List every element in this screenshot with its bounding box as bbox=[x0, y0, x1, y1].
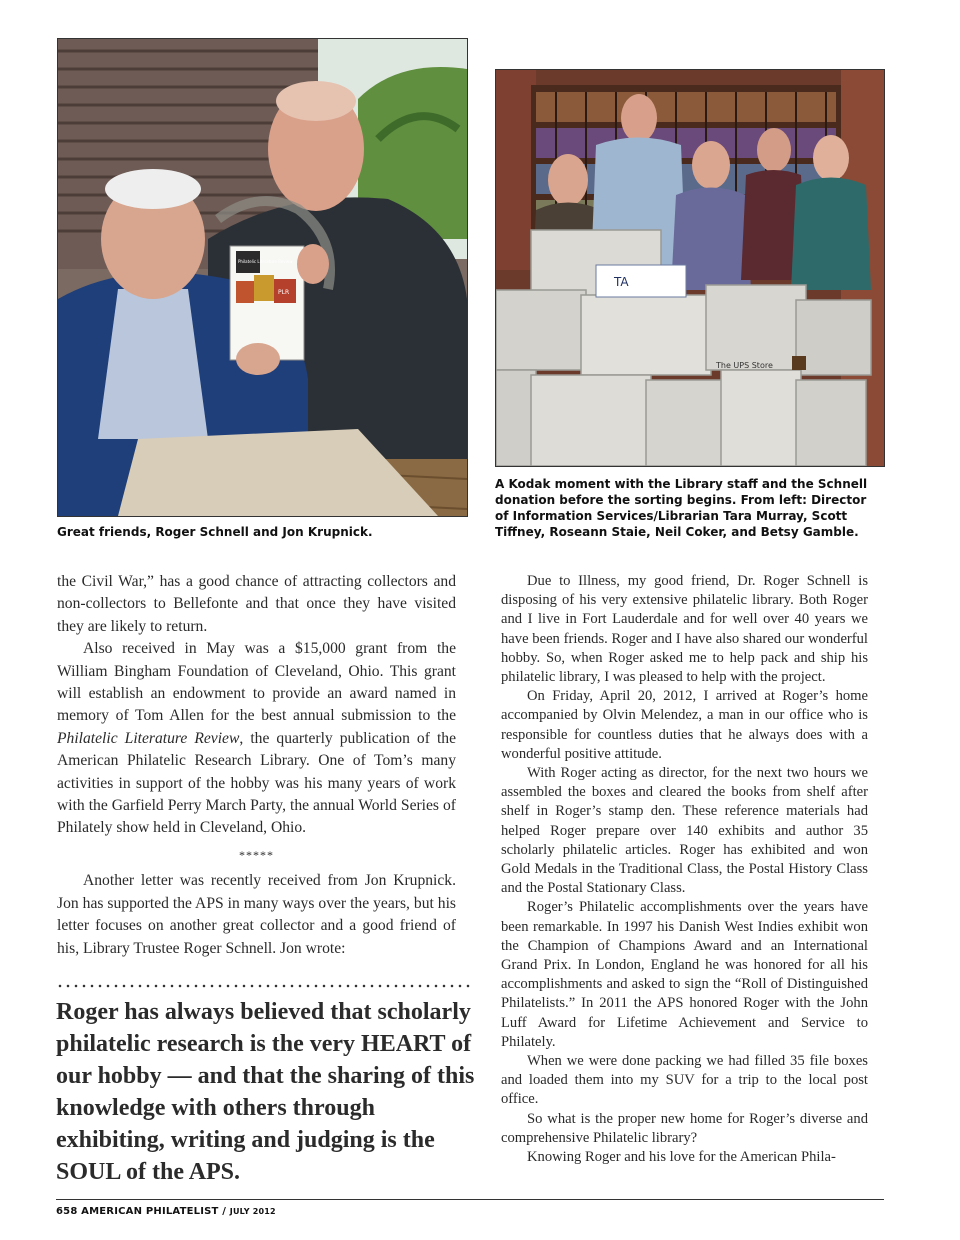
right-paragraph-4: Roger’s Philatelic accomplishments over the years have been remarkable. In 1997 his Danish West Indies exhibit won the Champion of Champions Award and an International Grand Prix. In London, England he was honored for all his accomplishments and asked to sign the “Roll of Distinguished Philatelists.” In 2011 the APS honored Roger with the John Luff Award for Lifetime Achievement and Service to Philately. bbox=[501, 899, 868, 1050]
publication-title: Philatelic Literature Review bbox=[57, 729, 240, 747]
left-paragraph-2-start: Also received in May was a $15,000 grant from the William Bingham Foundation of Cleveland, Ohio. This grant will establish an endowment to provide an award named in memory of Tom Allen for the best annual submission to the bbox=[57, 640, 456, 725]
footer-divider: / bbox=[218, 1206, 230, 1217]
footer-rule bbox=[56, 1199, 884, 1200]
right-paragraph-7: Knowing Roger and his love for the American Phila- bbox=[527, 1149, 836, 1166]
section-separator: ***** bbox=[239, 847, 274, 862]
book-badge-text: PLR bbox=[278, 289, 290, 296]
left-paragraph-1: the Civil War,” has a good chance of attracting collectors and non-collectors to Bellefonte and that once they have visited they are likely to return. bbox=[57, 573, 456, 635]
publication-name: AMERICAN PHILATELIST bbox=[81, 1206, 219, 1217]
right-column bbox=[501, 572, 868, 1167]
left-photo-caption: Great friends, Roger Schnell and Jon Krupnick. bbox=[57, 525, 373, 539]
issue-date: JULY 2012 bbox=[229, 1207, 276, 1216]
left-paragraph-2 bbox=[57, 638, 456, 840]
page-number: 658 bbox=[56, 1206, 78, 1217]
right-paragraph-1: Due to Illness, my good friend, Dr. Roger Schnell is disposing of his very extensive philatelic library. Both Roger and I live in Fort Lauderdale and for well over 40 years we have been friends. Roger and I have also shared our wonderful hobby. So, when Roger asked me to help pack and ship his philatelic library, I was pleased to help with the project. bbox=[501, 573, 868, 686]
pull-quote: Roger has always believed that scholarly philatelic research is the very HEART of our hobby — and that the sharing of this knowledge with others through exhibiting, writing and judging is the SOUL of the APS. bbox=[56, 999, 475, 1185]
right-photo-caption: A Kodak moment with the Library staff and the Schnell donation before the sorting begins. From left: Director of Information Services/Librarian Tara Murray, Scott Tiffney, Roseann Staie, Neil Coker, and Betsy Gamble. bbox=[495, 477, 868, 539]
left-column bbox=[57, 571, 456, 960]
page-footer bbox=[56, 1206, 276, 1217]
book-title-text: Philatelic Literature Review bbox=[238, 259, 293, 264]
pull-quote-dotted-rule bbox=[56, 984, 472, 988]
left-paragraph-2-end: , the quarterly publication of the American Philatelic Research Library. One of Tom’s many activities in support of the hobby was his many years of work with the Garfield Perry March Party, the annual World Series of Philately show held in Cleveland, Ohio. bbox=[57, 729, 457, 837]
right-paragraph-6: So what is the proper new home for Roger’s diverse and comprehensive Philatelic library? bbox=[501, 1110, 868, 1146]
photo-library-staff bbox=[495, 69, 885, 467]
right-paragraph-3: With Roger acting as director, for the next two hours we assembled the boxes and cleared the books from shelf after shelf in Roger’s stamp den. These reference materials had helped Roger prepare over 140 exhibits and author 35 scholarly philatelic articles. Roger has exhibited and won Gold Medals in the Traditional Class, the Postal History Class and the Postal Stationary Class. bbox=[501, 765, 868, 897]
right-paragraph-2: On Friday, April 20, 2012, I arrived at Roger’s home accompanied by Olvin Melendez, a man in our office who is responsible for countless duties that he always does with a wonderful positive attitude. bbox=[501, 688, 868, 762]
box-label-ups: The UPS Store bbox=[716, 361, 773, 370]
right-paragraph-5: When we were done packing we had filled 35 file boxes and loaded them into my SUV for a trip to the local post office. bbox=[501, 1053, 868, 1108]
left-paragraph-3: Another letter was recently received from Jon Krupnick. Jon has supported the APS in many ways over the years, but his letter focuses on another great collector and a good friend of his, Library Trustee Roger Schnell. Jon wrote: bbox=[57, 872, 456, 957]
box-label-ta: TA bbox=[614, 275, 629, 289]
photo-roger-and-jon bbox=[57, 38, 468, 517]
